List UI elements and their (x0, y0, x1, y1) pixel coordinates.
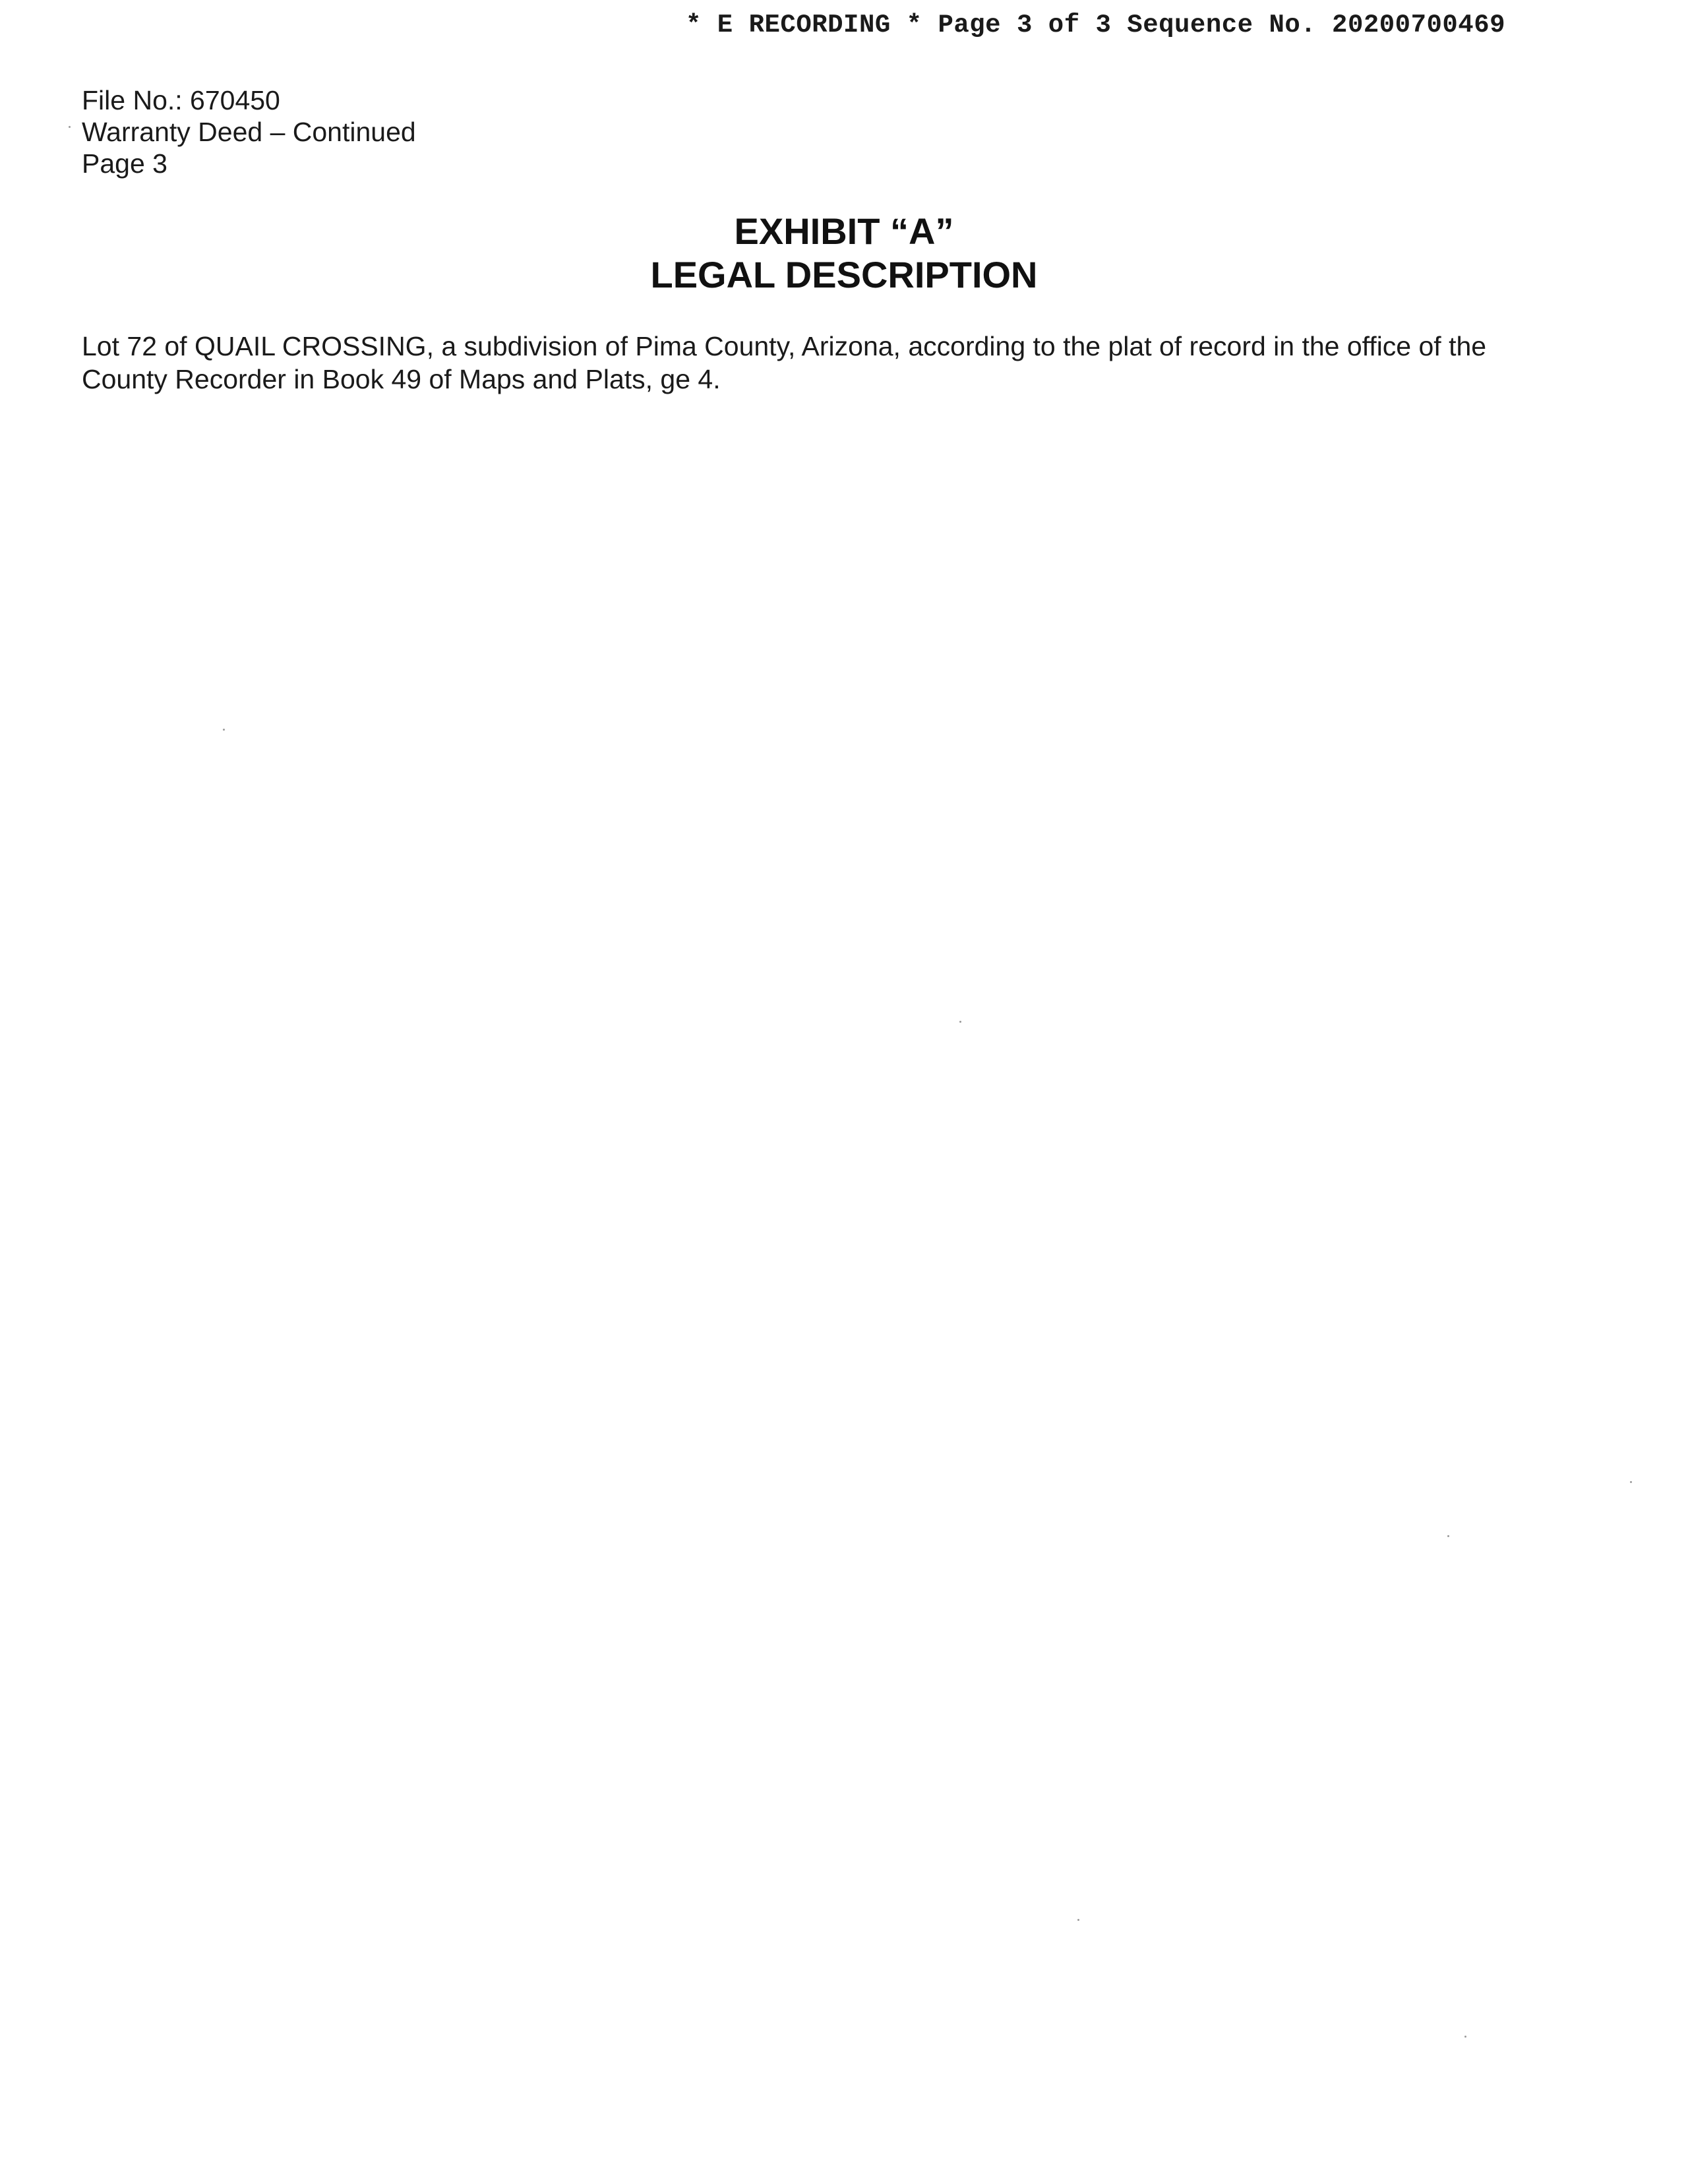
legal-description-text: Lot 72 of QUAIL CROSSING, a subdivision of Pima County, Arizona, according to the plat of record in the office of the County Recorder in Book 49 of Maps and Plats, ge 4. (82, 331, 1487, 394)
scan-speck (1447, 1535, 1449, 1537)
scan-speck (69, 126, 71, 128)
document-header (82, 84, 416, 179)
scan-speck (959, 1021, 961, 1023)
scan-speck (1464, 2036, 1466, 2038)
file-number: File No.: 670450 (82, 85, 280, 115)
scan-speck (1630, 1481, 1632, 1483)
exhibit-title: EXHIBIT “A” (734, 210, 954, 252)
scan-speck (223, 729, 225, 731)
page-number: Page 3 (82, 148, 167, 179)
exhibit-subtitle: LEGAL DESCRIPTION (650, 254, 1038, 295)
recording-stamp: * E RECORDING * Page 3 of 3 Sequence No. 20200700469 (686, 11, 1505, 40)
exhibit-heading (0, 210, 1688, 297)
document-type: Warranty Deed – Continued (82, 117, 416, 147)
scan-speck (1077, 1919, 1079, 1921)
